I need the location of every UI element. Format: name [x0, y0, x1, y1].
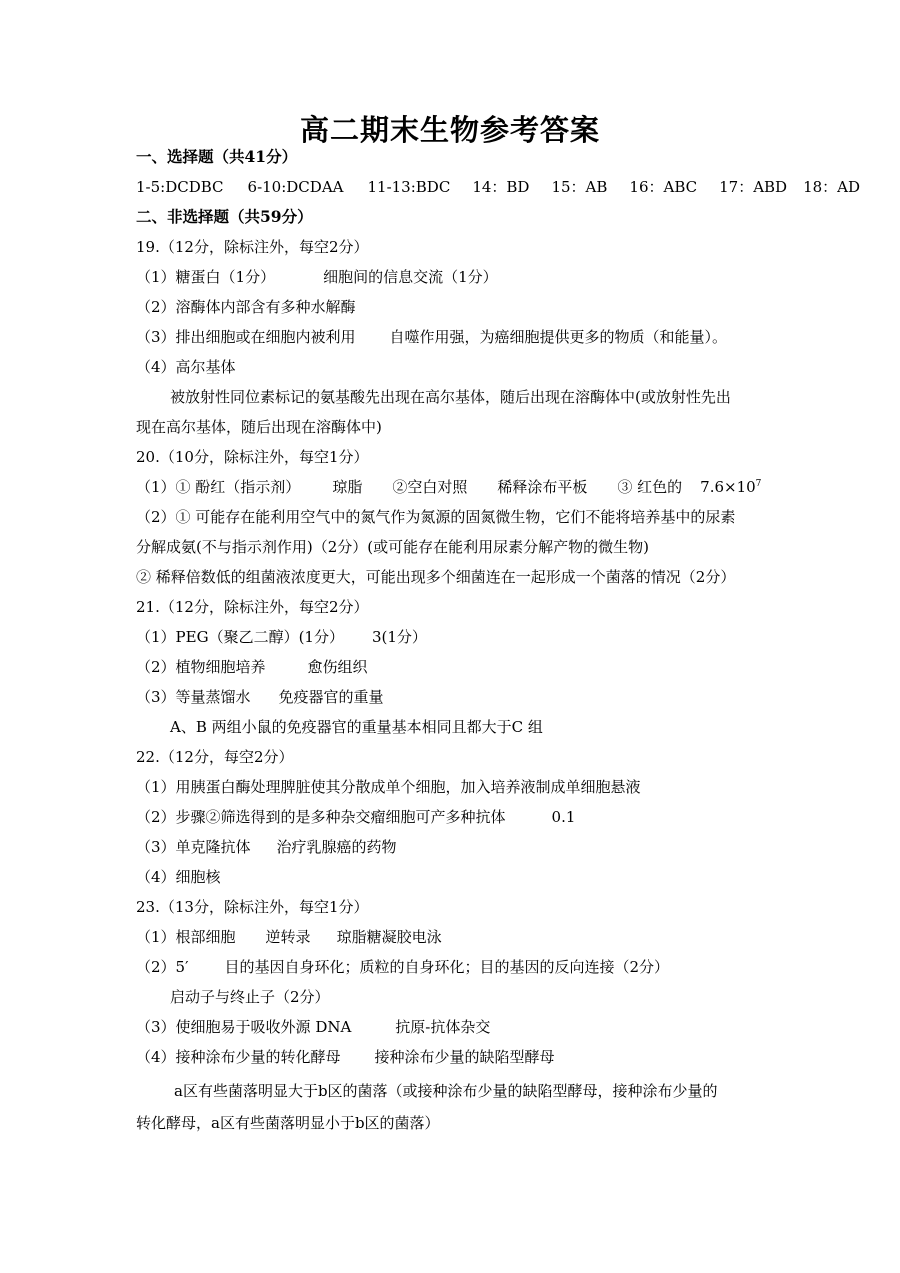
q23-header: 23.（13分，除标注外，每空1分） [136, 898, 369, 916]
answer-value: 7.6×10 [700, 478, 756, 496]
q19-answer-4: （4）高尔基体 [136, 358, 236, 376]
answer-text: 琼脂 [332, 478, 363, 496]
answer-text: 免疫器官的重量 [278, 688, 384, 706]
q22-answer-1: （1）用胰蛋白酶处理脾脏使其分散成单个细胞，加入培养液制成单细胞悬液 [136, 778, 641, 796]
answer-text: （4）接种涂布少量的转化酵母 [136, 1048, 341, 1066]
choice-answer: 16：ABC [629, 178, 698, 196]
choice-answers-row [136, 176, 860, 198]
q22-answer-3 [136, 836, 397, 858]
page-title: 高二期末生物参考答案 [299, 113, 600, 147]
q23-answer-4-detail-cont: 转化酵母，a区有些菌落明显小于b区的菌落） [136, 1114, 440, 1132]
answer-text: （1）糖蛋白（1分） [136, 268, 276, 286]
q20-answer-2: （2）① 可能存在能利用空气中的氮气作为氮源的固氮微生物，它们不能将培养基中的尿素 [136, 508, 736, 526]
q19-answer-3 [136, 326, 727, 348]
q19-answer-4-detail-cont: 现在高尔基体，随后出现在溶酶体中) [136, 418, 382, 436]
q23-answer-4-detail: a区有些菌落明显大于b区的菌落（或接种涂布少量的缺陷型酵母，接种涂布少量的 [174, 1082, 718, 1100]
q19-header: 19.（12分，除标注外，每空2分） [136, 238, 369, 256]
q21-header: 21.（12分，除标注外，每空2分） [136, 598, 369, 616]
answer-text: （3）等量蒸馏水 [136, 688, 251, 706]
q20-header: 20.（10分，除标注外，每空1分） [136, 448, 369, 466]
q19-answer-1 [136, 266, 498, 288]
answer-text: （2）步骤②筛选得到的是多种杂交瘤细胞可产多种抗体 [136, 808, 506, 826]
q21-answer-3 [136, 686, 384, 708]
choice-answer: 15：AB [551, 178, 608, 196]
answer-text: （3）单克隆抗体 [136, 838, 251, 856]
q23-answer-1 [136, 926, 442, 948]
q20-answer-1 [136, 476, 761, 498]
answer-text: 目的基因自身环化；质粒的自身环化；目的基因的反向连接（2分） [224, 958, 670, 976]
answer-text: ③ 红色的 [617, 478, 683, 496]
answer-text: （1）根部细胞 [136, 928, 236, 946]
choice-answer: 6-10:DCDAA [247, 178, 344, 196]
q23-answer-3 [136, 1016, 490, 1038]
q22-answer-2 [136, 806, 575, 828]
q22-header: 22.（12分，每空2分） [136, 748, 294, 766]
answer-text: （1）PEG（聚乙二醇）(1分） [136, 628, 344, 646]
answer-text: （1）① 酚红（指示剂） [136, 478, 301, 496]
q19-answer-4-detail: 被放射性同位素标记的氨基酸先出现在高尔基体，随后出现在溶酶体中(或放射性先出 [170, 388, 731, 406]
q20-answer-2-cont: 分解成氨(不与指示剂作用)（2分）(或可能存在能利用尿素分解产物的微生物) [136, 538, 649, 556]
answer-text: ②空白对照 [392, 478, 468, 496]
answer-text: 3(1分） [371, 628, 427, 646]
answer-text: （3）排出细胞或在细胞内被利用 [136, 328, 356, 346]
choice-answer: 18：AD [803, 178, 861, 196]
answer-exponent: 7 [755, 479, 762, 489]
q21-answer-1 [136, 626, 427, 648]
answer-text: 稀释涂布平板 [497, 478, 588, 496]
answer-text: （3）使细胞易于吸收外源 DNA [136, 1018, 352, 1036]
choice-answer: 17：ABD [719, 178, 788, 196]
q23-answer-4 [136, 1046, 555, 1068]
q21-answer-3-detail: A、B 两组小鼠的免疫器官的重量基本相同且都大于C 组 [170, 718, 543, 736]
answer-text: 愈伤组织 [307, 658, 368, 676]
q22-answer-4: （4）细胞核 [136, 868, 221, 886]
section-nonchoice-heading: 二、非选择题（共59分） [136, 207, 313, 226]
choice-answer: 14：BD [472, 178, 530, 196]
answer-text: 琼脂糖凝胶电泳 [336, 928, 442, 946]
answer-value: 0.1 [551, 808, 576, 826]
answer-text: （2）5′ [136, 958, 189, 976]
q23-answer-2-cont: 启动子与终止子（2分） [170, 988, 330, 1006]
answer-text: 治疗乳腺癌的药物 [276, 838, 397, 856]
answer-text: 逆转录 [265, 928, 311, 946]
q19-answer-2: （2）溶酶体内部含有多种水解酶 [136, 298, 356, 316]
answer-text: 接种涂布少量的缺陷型酵母 [374, 1048, 555, 1066]
choice-answer: 11-13:BDC [367, 178, 451, 196]
answer-text: 抗原-抗体杂交 [395, 1018, 491, 1036]
q23-answer-2 [136, 956, 669, 978]
q21-answer-2 [136, 656, 368, 678]
answer-text: （2）植物细胞培养 [136, 658, 266, 676]
answer-text: 自噬作用强，为癌细胞提供更多的物质（和能量）。 [389, 328, 728, 346]
q20-answer-2-part2: ② 稀释倍数低的组菌液浓度更大，可能出现多个细菌连在一起形成一个菌落的情况（2分） [136, 568, 736, 586]
section-choice-heading: 一、选择题（共41分） [136, 147, 298, 166]
choice-answer: 1-5:DCDBC [136, 178, 224, 196]
answer-text: 细胞间的信息交流（1分） [323, 268, 498, 286]
